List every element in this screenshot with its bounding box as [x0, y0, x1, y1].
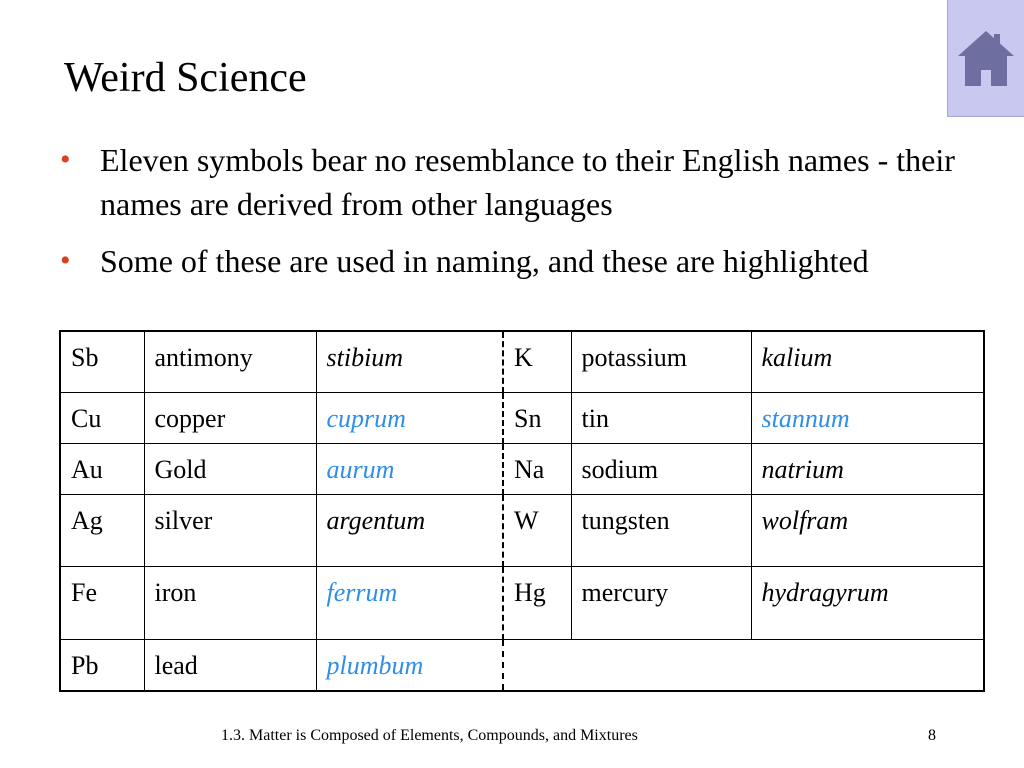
element-symbol: Pb	[60, 639, 144, 691]
bullet-marker: •	[60, 143, 71, 176]
element-latin-name-highlighted: plumbum	[316, 639, 503, 691]
table-row	[60, 639, 984, 691]
bullet-list	[60, 138, 960, 296]
home-icon	[956, 28, 1016, 90]
element-latin-name: kalium	[751, 331, 984, 392]
element-name: potassium	[571, 331, 751, 392]
bullet-item	[60, 239, 960, 283]
table-row	[60, 494, 984, 566]
element-symbol: Na	[503, 443, 571, 494]
element-symbol: Cu	[60, 392, 144, 443]
element-symbol: K	[503, 331, 571, 392]
element-latin-name: argentum	[316, 494, 503, 566]
element-symbol: Au	[60, 443, 144, 494]
element-name: iron	[144, 566, 316, 639]
element-latin-name-highlighted: stannum	[751, 392, 984, 443]
element-latin-name: stibium	[316, 331, 503, 392]
element-latin-name-highlighted: ferrum	[316, 566, 503, 639]
home-button[interactable]	[947, 0, 1024, 117]
slide-title: Weird Science	[64, 55, 307, 101]
table-row	[60, 331, 984, 392]
element-name: silver	[144, 494, 316, 566]
element-symbol: Sn	[503, 392, 571, 443]
element-symbol: W	[503, 494, 571, 566]
element-latin-name: wolfram	[751, 494, 984, 566]
bullet-item	[60, 138, 960, 226]
table-row	[60, 443, 984, 494]
bullet-text: Eleven symbols bear no resemblance to their English names - their names are derived from other languages	[100, 142, 955, 222]
element-latin-name-highlighted: aurum	[316, 443, 503, 494]
elements-table	[59, 330, 985, 692]
page-number: 8	[928, 727, 936, 744]
bullet-text: Some of these are used in naming, and these are highlighted	[100, 243, 869, 279]
footer-text: 1.3. Matter is Composed of Elements, Compounds, and Mixtures	[221, 727, 638, 744]
element-name: sodium	[571, 443, 751, 494]
element-name: tungsten	[571, 494, 751, 566]
element-symbol: Ag	[60, 494, 144, 566]
element-latin-name: hydragyrum	[751, 566, 984, 639]
element-name: tin	[571, 392, 751, 443]
table-row	[60, 392, 984, 443]
empty-cell	[503, 639, 984, 691]
element-symbol: Fe	[60, 566, 144, 639]
element-latin-name-highlighted: cuprum	[316, 392, 503, 443]
bullet-marker: •	[60, 244, 71, 277]
table-row	[60, 566, 984, 639]
element-name: copper	[144, 392, 316, 443]
element-latin-name: natrium	[751, 443, 984, 494]
element-name: mercury	[571, 566, 751, 639]
footer	[0, 726, 1024, 746]
element-symbol: Sb	[60, 331, 144, 392]
element-name: antimony	[144, 331, 316, 392]
element-symbol: Hg	[503, 566, 571, 639]
element-name: lead	[144, 639, 316, 691]
element-name: Gold	[144, 443, 316, 494]
